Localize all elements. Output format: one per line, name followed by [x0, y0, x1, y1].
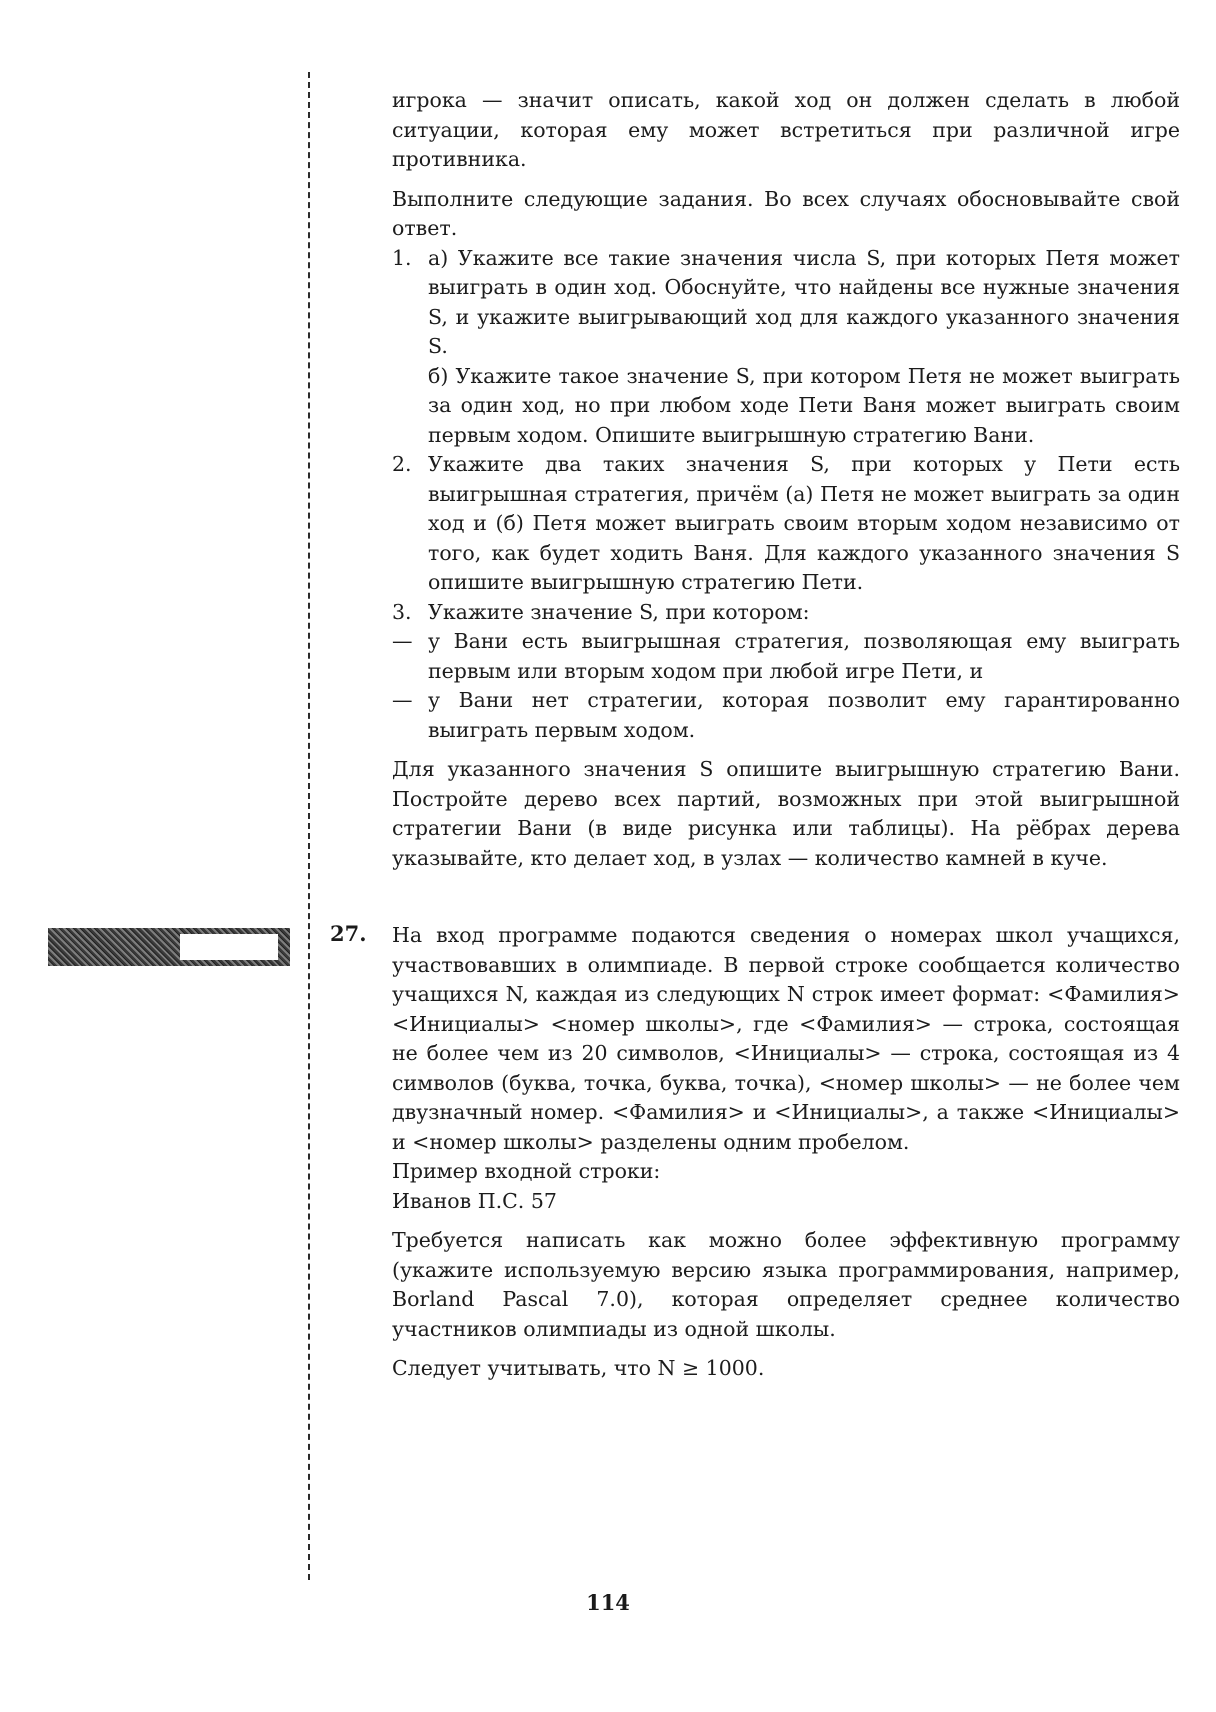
note-paragraph: Следует учитывать, что N ≥ 1000.	[392, 1356, 765, 1380]
task-item-2	[392, 450, 1180, 598]
task-item-3-number: 3.	[392, 599, 412, 624]
tree-paragraph: Для указанного значения S опишите выигрышную стратегию Вани. Постройте дерево всех партий, возможных при этой выигрышной стратегии Вани (в виде рисунка или таблицы). На рёбрах дерева указывайте, кто делает ход, в узлах — количество камней в куче.	[392, 757, 1180, 870]
requirement-paragraph: Требуется написать как можно более эффективную программу (укажите используемую версию языка программирования, например, Borland Pascal 7.0), которая определяет среднее количество участников олимпиады из одной школы.	[392, 1228, 1180, 1341]
task-27-number: 27.	[330, 921, 367, 946]
task-item-3-bullet-1	[392, 627, 1180, 686]
task-item-3	[392, 598, 1180, 628]
bullet-text: у Вани нет стратегии, которая позволит ему гарантированно выиграть первым ходом.	[428, 688, 1180, 742]
section-marker-window	[180, 934, 278, 960]
task-item-2-text: Укажите два таких значения S, при которых у Пети есть выигрышная стратегия, причём (а) Петя не может выиграть за один ход и (б) Петя может выиграть своим вторым ходом независимо от того, как будет ходить Ваня. Для каждого указанного значения S опишите выигрышную стратегию Пети.	[428, 452, 1180, 594]
example-label: Пример входной строки:	[392, 1159, 661, 1183]
task-item-3-bullet-2	[392, 686, 1180, 745]
task-item-3-text: Укажите значение S, при котором:	[428, 599, 810, 624]
example-value: Иванов П.С. 57	[392, 1188, 557, 1213]
bullet-text: у Вани есть выигрышная стратегия, позволяющая ему выиграть первым или вторым ходом при любой игре Пети, и	[428, 629, 1180, 683]
instructions-paragraph: Выполните следующие задания. Во всех случаях обосновывайте свой ответ.	[392, 186, 1180, 240]
page-number: 114	[586, 1590, 630, 1615]
task-item-1	[392, 244, 1180, 451]
task-item-1b-text: б) Укажите такое значение S, при котором Петя не может выиграть за один ход, но при любом ходе Пети Ваня может выиграть своим первым ходом. Опишите выигрышную стратегию Вани.	[428, 363, 1180, 447]
top-text-block	[392, 86, 1180, 873]
task-27-intro: На вход программе подаются сведения о номерах школ учащихся, участвовавших в олимпиаде. В первой строке сообщается количество учащихся N, каждая из следующих N строк имеет формат: <Фамилия> <Инициалы> <номер школы>, где <Фамилия> — строка, состоящая не более чем из 20 символов, <Инициалы> — строка, состоящая из 4 символов (буква, точка, буква, точка), <номер школы> — не более чем двузначный номер. <Фамилия> и <Инициалы>, а также <Инициалы> и <номер школы> разделены одним пробелом.	[392, 923, 1180, 1154]
bullet-dash: —	[392, 688, 413, 712]
task-item-1-number: 1.	[392, 245, 412, 270]
task-item-1a-text: а) Укажите все такие значения числа S, при которых Петя может выиграть в один ход. Обоснуйте, что найдены все нужные значения S, и укажите выигрывающий ход для каждого указанного значения S.	[428, 245, 1180, 358]
cut-line-divider	[308, 72, 310, 1580]
bullet-dash: —	[392, 629, 413, 653]
task-27-block	[392, 921, 1180, 1384]
task-item-2-number: 2.	[392, 452, 412, 476]
header-paragraph: игрока — значит описать, какой ход он должен сделать в любой ситуации, которая ему может встретиться при различной игре противника.	[392, 88, 1180, 171]
